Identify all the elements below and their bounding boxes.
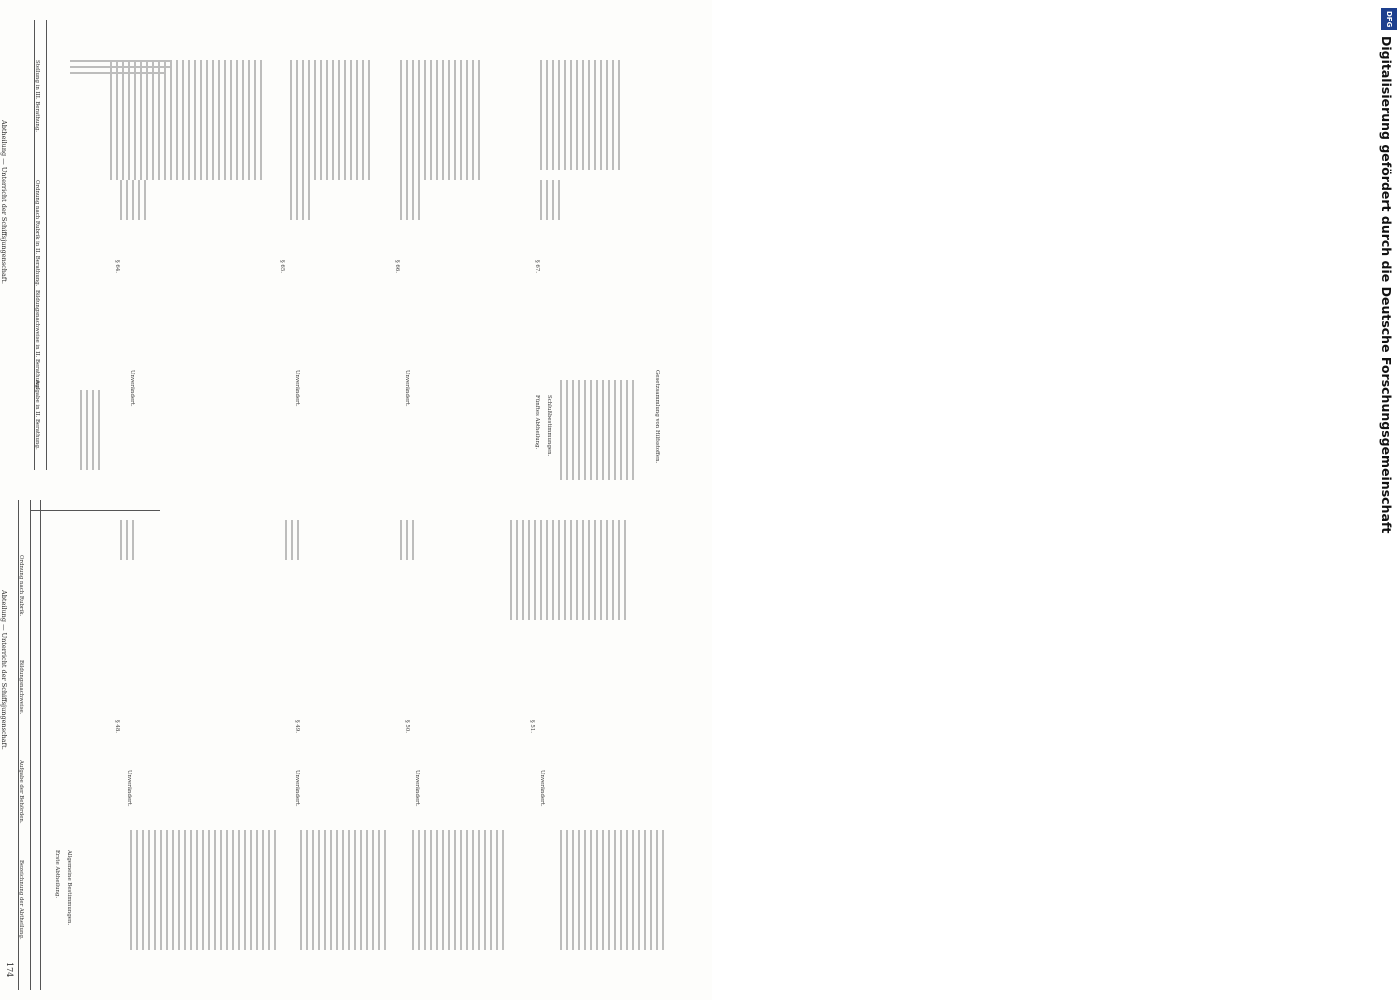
dfg-logo: DFG	[1381, 8, 1397, 30]
watermark-text: Digitalisierung gefördert durch die Deutsche Forschungsgemeinschaft	[1379, 36, 1394, 534]
page-footnote: Gesetzsammlung von Hilfsstoffen.	[654, 370, 660, 464]
right-col-header-4: Stellung in III. Berathung.	[34, 60, 40, 133]
left-table-header: Abteilung — Unterricht der Schiffsjungenschaft.	[0, 590, 8, 750]
right-ref-2: § 65.	[279, 260, 285, 273]
right-col-header-3: Ordnung nach Rubrik in II. Berathung.	[34, 180, 40, 287]
watermark-strip	[688, 0, 1394, 1000]
left-ref-2: § 49.	[294, 720, 300, 733]
left-cell-4: Unverändert.	[539, 770, 545, 807]
left-col-header-4: Ordnung nach Rubrik.	[18, 555, 24, 617]
right-ref-4: § 67.	[534, 260, 540, 273]
right-ref-3: § 66.	[394, 260, 400, 273]
left-ref-1: § 48.	[114, 720, 120, 733]
left-cell-3: Unverändert.	[414, 770, 420, 807]
right-ref-1: § 64.	[114, 260, 120, 273]
left-ref-4: § 51.	[529, 720, 535, 733]
left-sub-title: Allgemeine Bestimmungen.	[66, 850, 72, 926]
right-table-header: Abtheilung — Unterricht der Schiffsjungenschaft.	[0, 120, 8, 284]
left-col-header-1: Bezeichnung der Abtheilung.	[18, 860, 24, 940]
left-section-title: Erste Abtheilung.	[54, 850, 60, 899]
right-cell-3: Unverändert.	[404, 370, 410, 407]
left-cell-2: Unverändert.	[294, 770, 300, 807]
right-cell-1: Unverändert.	[129, 370, 135, 407]
left-col-header-2: Aufgabe der Behörden.	[18, 760, 24, 824]
right-cell-2: Unverändert.	[294, 370, 300, 407]
left-col-header-3: Bildungsnachweise.	[18, 660, 24, 715]
left-cell-1: Unverändert.	[126, 770, 132, 807]
right-col-header-1: Aufgabe in II. Berathung.	[34, 380, 40, 450]
right-sub-title: Schlußbestimmungen.	[546, 395, 552, 457]
page-number: 174	[5, 962, 14, 978]
right-col-header-2: Bildungsnachweise in II. Berathung.	[34, 290, 40, 390]
right-section-title: Fünftes Abtheilung.	[534, 395, 540, 450]
left-ref-3: § 50.	[404, 720, 410, 733]
